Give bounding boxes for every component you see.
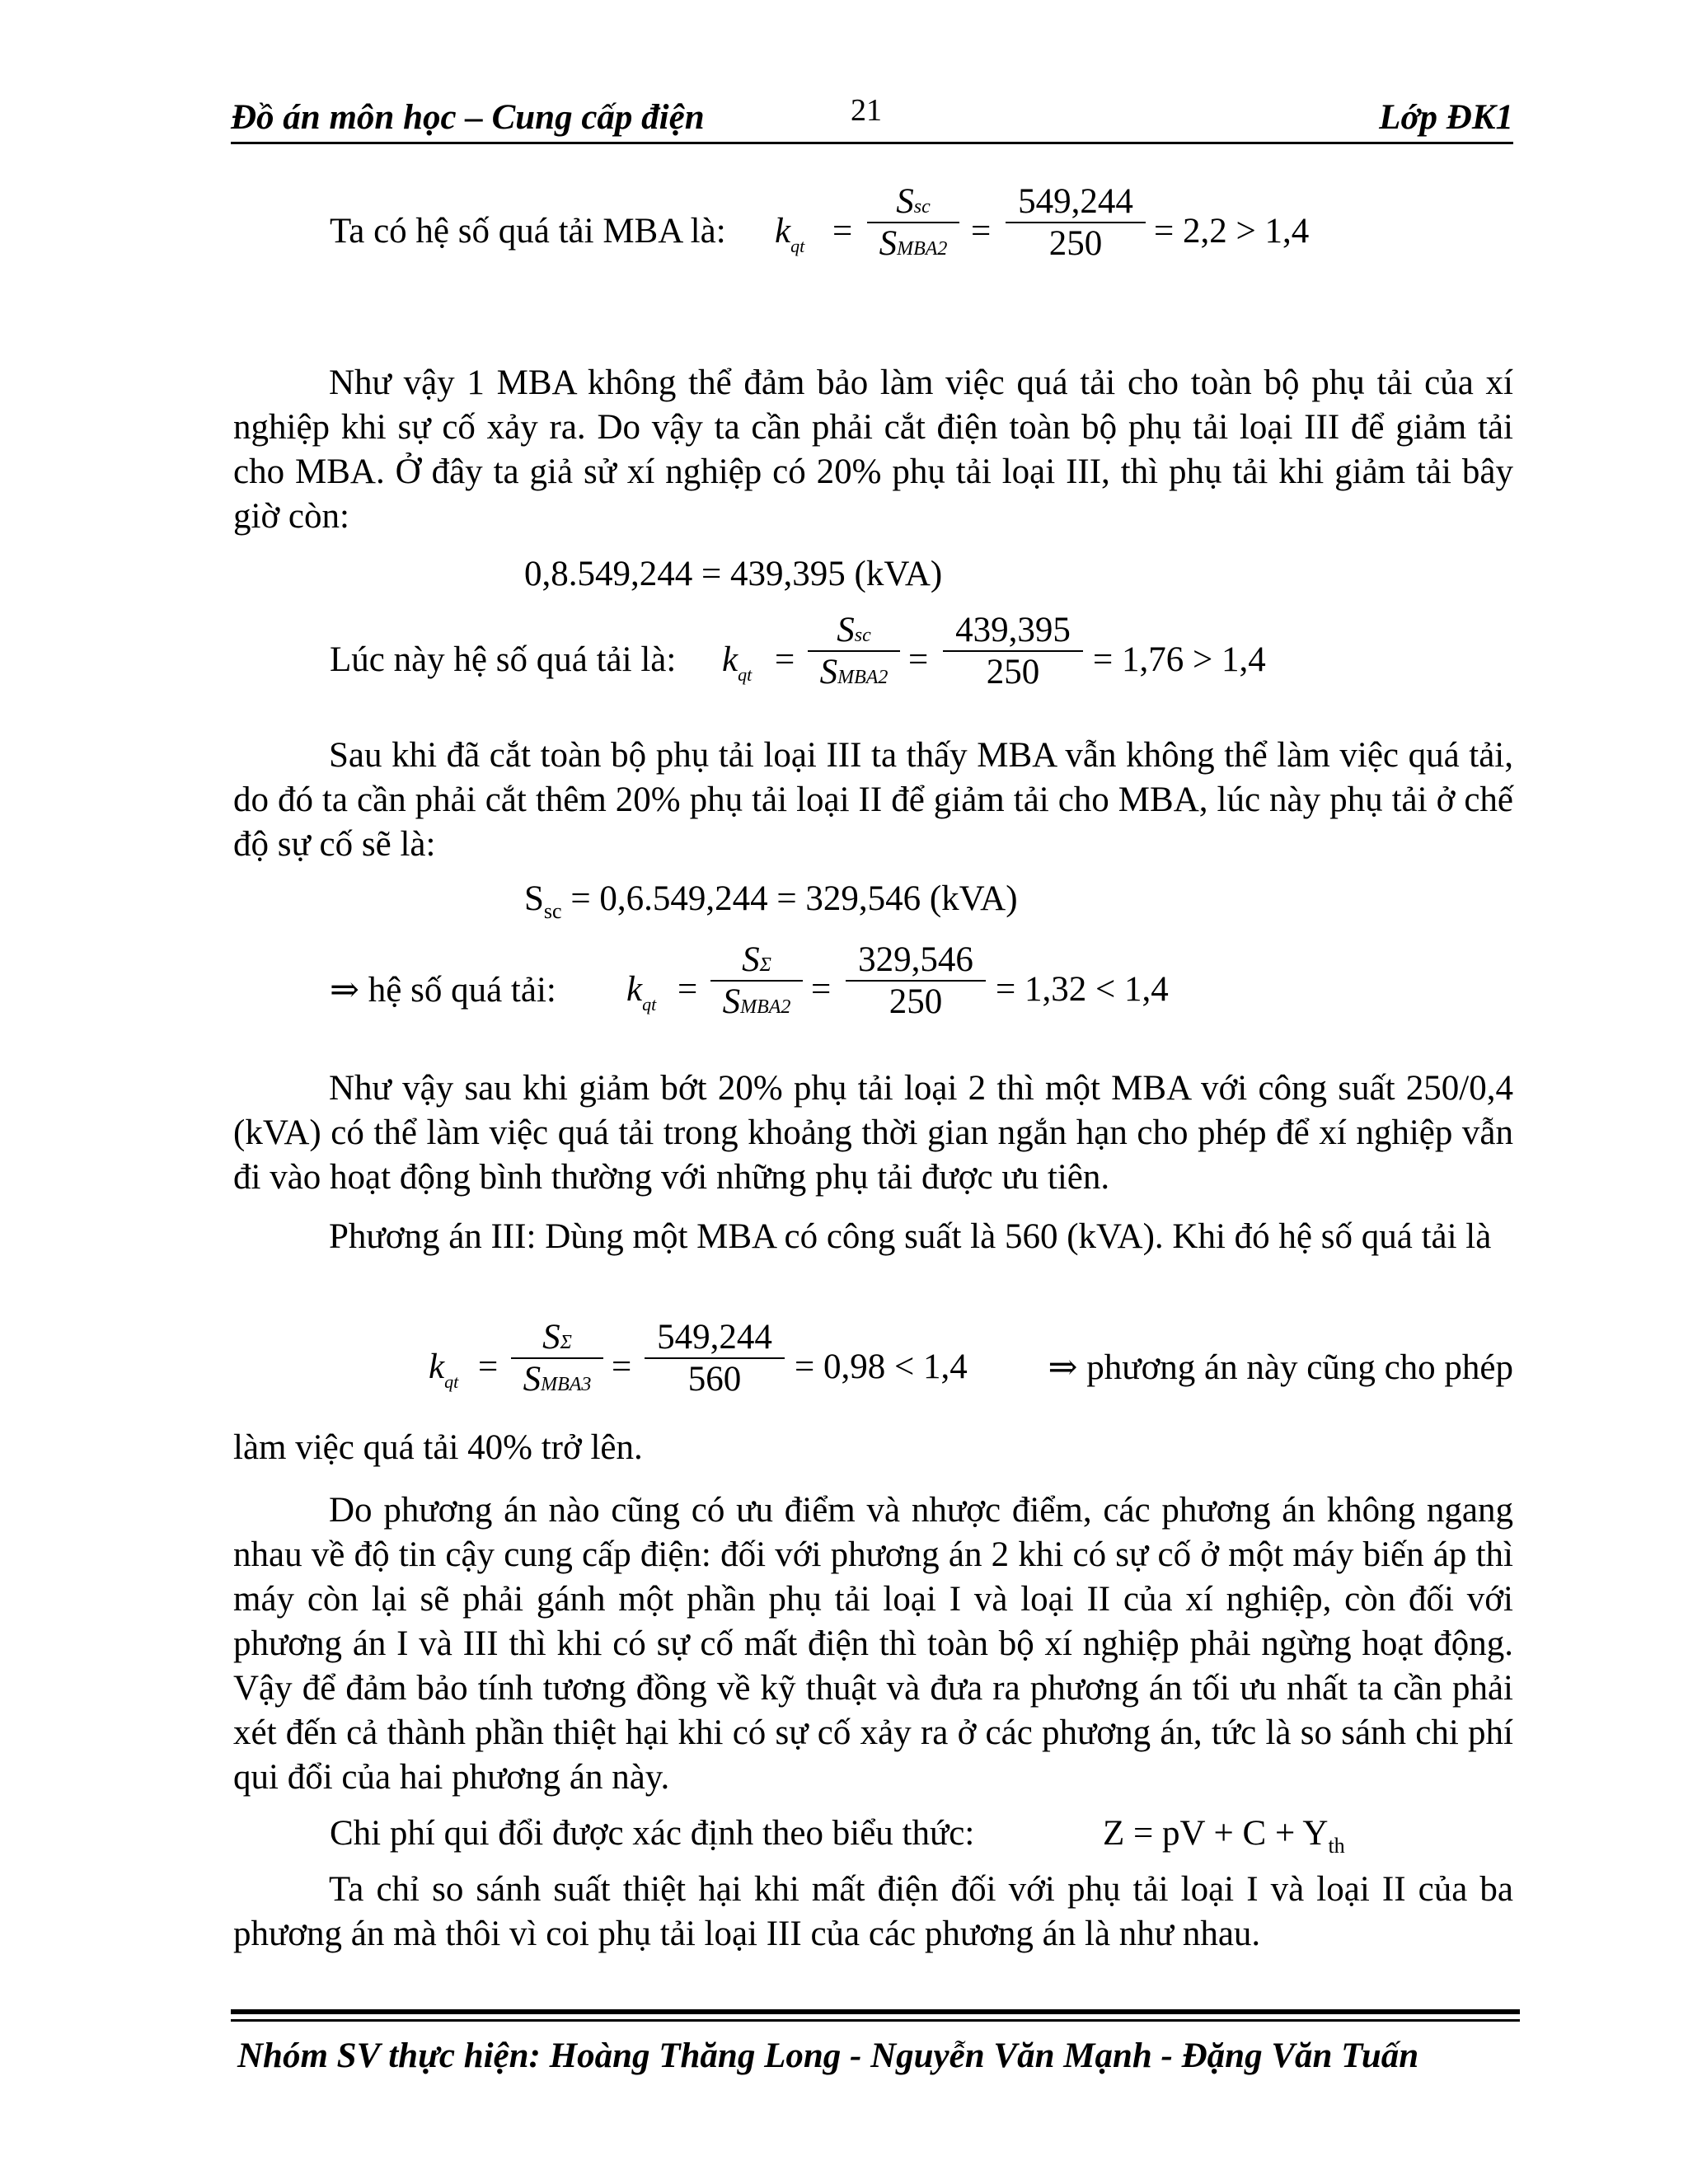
paragraph: Chi phí qui đổi được xác định theo biểu thức:	[330, 1814, 975, 1853]
paragraph: Ta chỉ so sánh suất thiệt hại khi mất điện đối với phụ tải loại I và loại II của ba phương án mà thôi vì coi phụ tải loại III của các phương án là như nhau.	[233, 1870, 1513, 1953]
calculation: $S_{sc} = 0,6.549,244 = 329,546$ (kVA)	[524, 879, 1018, 923]
fraction: 549,244 250	[1006, 181, 1146, 264]
paragraph: Như vậy sau khi giảm bớt 20% phụ tải loại 2 thì một MBA với công suất 250/0,4 (kVA) có thể làm việc quá tải trong khoảng thời gian ngắn hạn cho phép để xí nghiệp vẫn đi vào hoạt động bình thường với những phụ tải được ưu tiên.	[233, 1069, 1513, 1197]
header-class: Lớp ĐK1	[1379, 98, 1513, 137]
page-number: 21	[851, 93, 882, 128]
header-title: Đồ án môn học – Cung cấp điện	[231, 98, 705, 137]
fraction: 549,244 560	[645, 1317, 785, 1399]
fraction: 439,395 250	[943, 610, 1083, 692]
paragraph: làm việc quá tải 40% trở lên.	[233, 1428, 643, 1467]
fraction: Ssc SMBA2	[867, 181, 959, 264]
fraction: Ssc SMBA2	[808, 610, 900, 692]
fraction: 329,546 250	[846, 940, 986, 1022]
formula: Z = pV + $C + Y_{th}$	[1103, 1814, 1345, 1858]
paragraph: Do phương án nào cũng có ưu điểm và nhược điểm, các phương án không ngang nhau về độ tin cậy cung cấp điện: đối với phương án 2 khi có sự cố ở một máy biến áp thì máy còn lại sẽ phải gánh một phần phụ tải loại I và loại II của xí nghiệp, còn đối với phương án I và III thì khi có sự cố mất điện thì toàn bộ xí nghiệp phải ngừng hoạt động. Vậy để đảm bảo tính tương đồng về kỹ thuật và đưa ra phương án tối ưu nhất ta cần phải xét đến cả thành phần thiệt hại khi có sự cố xảy ra ở các phương án, tức là so sánh chi phí qui đổi của hai phương án này.	[233, 1491, 1513, 1797]
footer-rule	[231, 2009, 1520, 2014]
page-header	[231, 93, 1513, 143]
fraction: SΣ SMBA2	[710, 940, 803, 1022]
footer-rule	[231, 2019, 1520, 2022]
equation-4: $k_{qt}$ = SΣ SMBA3 = 549,244 560 = 0,98 < 1,4 ⇒ phương án này cũng cho phép	[429, 1318, 1513, 1399]
paragraph: Như vậy 1 MBA không thể đảm bảo làm việc quá tải cho toàn bộ phụ tải của xí nghiệp khi sự cố xảy ra. Do vậy ta cần phải cắt điện toàn bộ phụ tải loại III để giảm tải cho MBA. Ở đây ta giả sử xí nghiệp có 20% phụ tải loại III, thì phụ tải khi giảm tải bây giờ còn:	[233, 363, 1513, 536]
calculation: 0,8.549,244 = 439,395 (kVA)	[524, 555, 943, 593]
equation-1: Ta có hệ số quá tải MBA là: $k_{qt}$ = Ssc SMBA2 = 549,244 250 = 2,2 > 1,4	[330, 182, 1310, 263]
paragraph: Phương án III: Dùng một MBA có công suất là 560 (kVA). Khi đó hệ số quá tải là	[329, 1217, 1492, 1256]
footer-authors: Nhóm SV thực hiện: Hoàng Thăng Long - Nguyễn Văn Mạnh - Đặng Văn Tuấn	[237, 2036, 1419, 2075]
fraction: SΣ SMBA3	[511, 1317, 603, 1399]
header-rule	[231, 142, 1513, 144]
equation-2: Lúc này hệ số quá tải là: $k_{qt}$ = Ssc SMBA2 = 439,395 250 = 1,76 > 1,4	[330, 611, 1266, 691]
paragraph: Sau khi đã cắt toàn bộ phụ tải loại III ta thấy MBA vẫn không thể làm việc quá tải, do đó ta cần phải cắt thêm 20% phụ tải loại II để giảm tải cho MBA, lúc này phụ tải ở chế độ sự cố sẽ là:	[233, 736, 1513, 864]
equation-3: ⇒ hệ số quá tải: $k_{qt}$ = SΣ SMBA2 = 329,546 250 = 1,32 < 1,4	[330, 940, 1169, 1021]
